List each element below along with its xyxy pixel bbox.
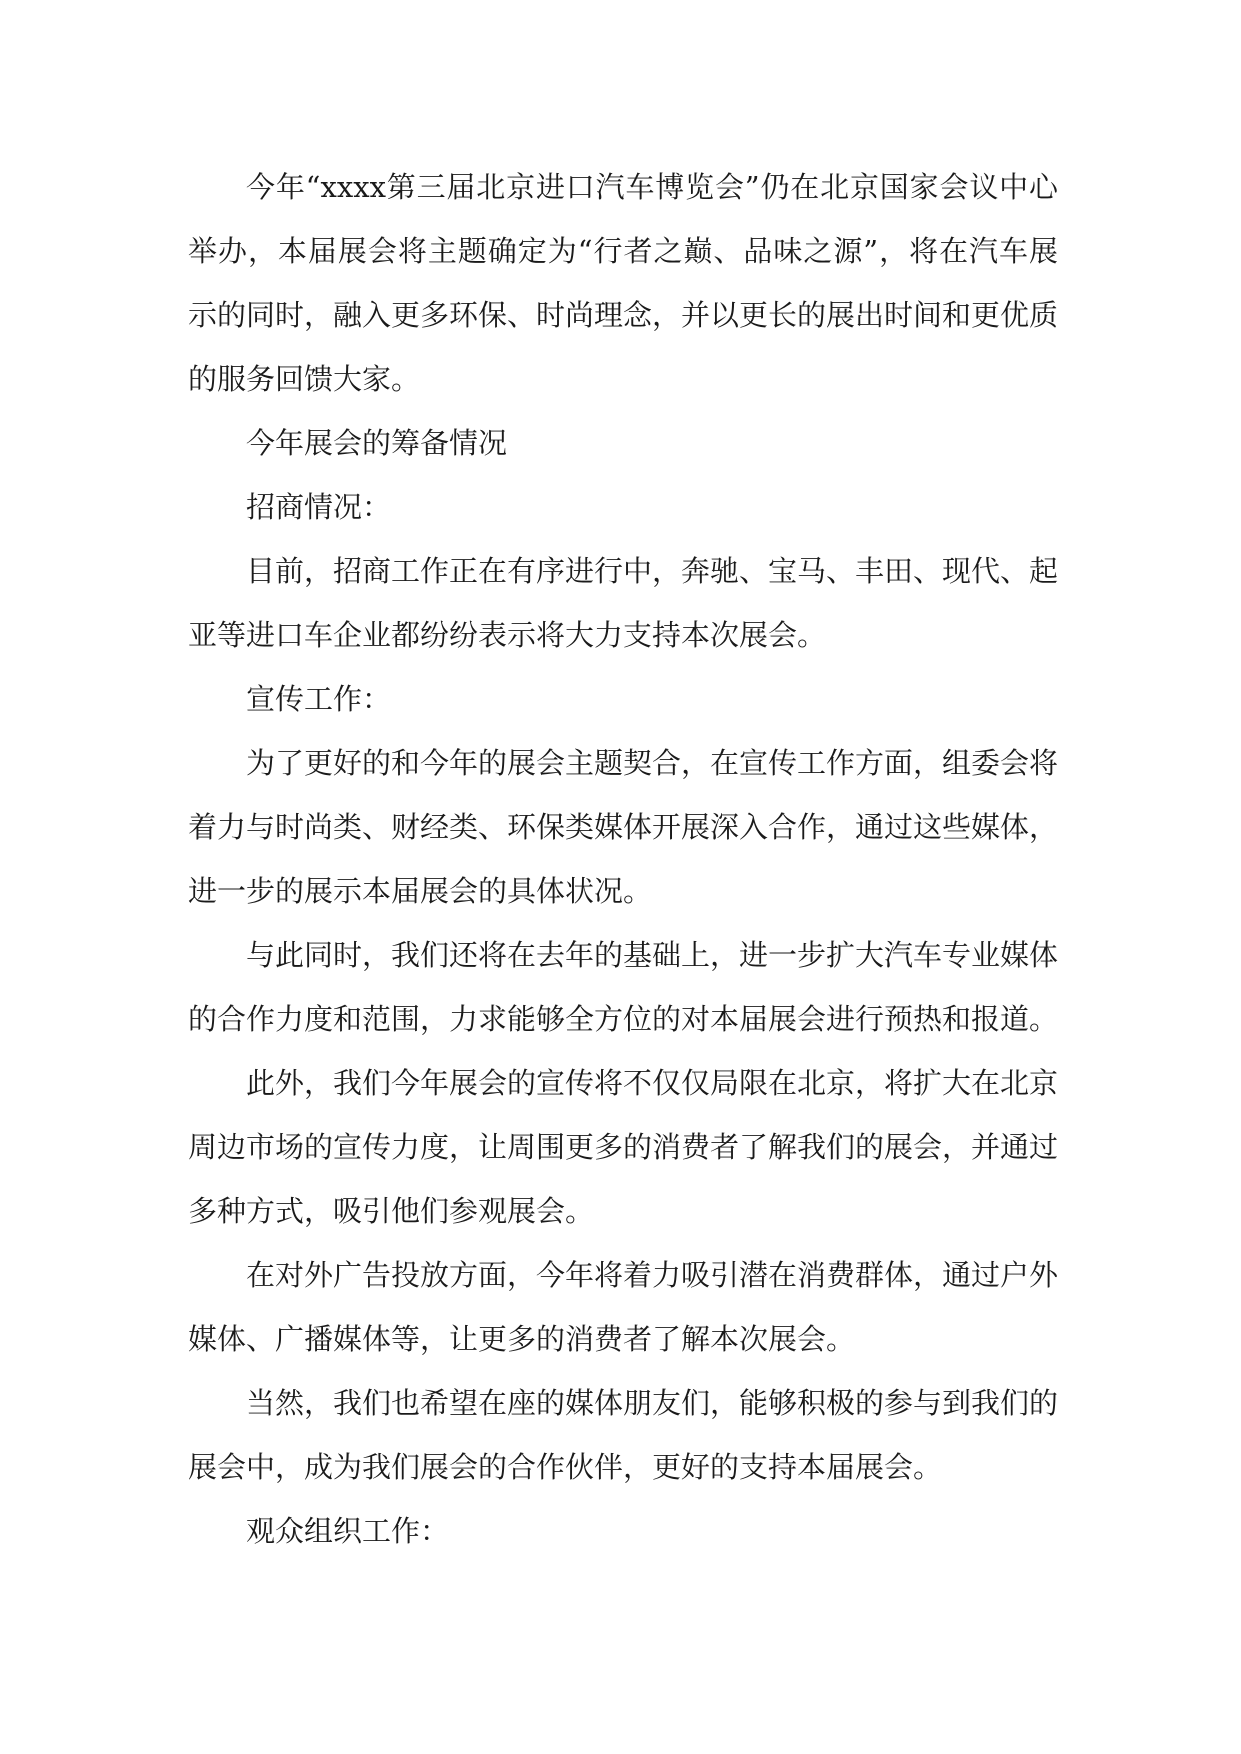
document-body [188, 155, 1058, 1563]
paragraph-advertising: 在对外广告投放方面，今年将着力吸引潜在消费群体，通过户外媒体、广播媒体等，让更多的消费者了解本次展会。 [188, 1258, 1059, 1356]
paragraph-publicity-media: 为了更好的和今年的展会主题契合，在宣传工作方面，组委会将着力与时尚类、财经类、环保类媒体开展深入合作，通过这些媒体，进一步的展示本届展会的具体状况。 [188, 746, 1059, 908]
heading-audience: 观众组织工作： [246, 1514, 450, 1548]
heading-investment: 招商情况： [246, 490, 392, 524]
paragraph-publicity-region: 此外，我们今年展会的宣传将不仅仅局限在北京，将扩大在北京周边市场的宣传力度，让周围更多的消费者了解我们的展会，并通过多种方式，吸引他们参观展会。 [188, 1066, 1059, 1228]
heading-publicity: 宣传工作： [246, 682, 392, 716]
heading-preparation: 今年展会的筹备情况 [246, 426, 508, 460]
paragraph-investment: 目前，招商工作正在有序进行中，奔驰、宝马、丰田、现代、起亚等进口车企业都纷纷表示将大力支持本次展会。 [188, 554, 1059, 652]
paragraph-media-invitation: 当然，我们也希望在座的媒体朋友们，能够积极的参与到我们的展会中，成为我们展会的合作伙伴，更好的支持本届展会。 [188, 1386, 1059, 1484]
paragraph-publicity-auto-media: 与此同时，我们还将在去年的基础上，进一步扩大汽车专业媒体的合作力度和范围，力求能够全方位的对本届展会进行预热和报道。 [188, 938, 1059, 1036]
paragraph-intro: 今年“xxxx第三届北京进口汽车博览会”仍在北京国家会议中心举办，本届展会将主题确定为“行者之巅、品味之源”，将在汽车展示的同时，融入更多环保、时尚理念，并以更长的展出时间和更优质的服务回馈大家。 [188, 170, 1059, 396]
